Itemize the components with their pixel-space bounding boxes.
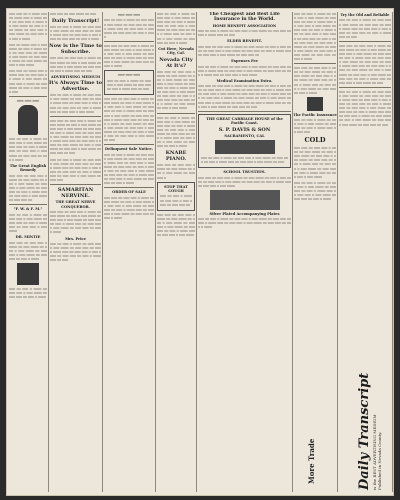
body-text: ═══ ══ ═══ ═ ════ ══ ═══ ═══ ═ ═══ ════ ══ ═══ ═══ ══ ═══ ═ ════ ═══ ══ ═══ ═══ ═ ═══ ════ ══ ═══ ═══ ══ ═══ ═ ════ ═══ ══ ═══ ═══ ═ ═══ ════ [198, 64, 291, 77]
body-text: ═══ ═══ ══ ═══ ═══ ═ ════ ══ ═══ ════ ══ ═══ ═ ═══ ════ ══ ═══ ═══ ═ ═══ ════ ══ ═══ ═══ ══ ═══ ═ ════ ═══ ══ ═══ [50, 56, 102, 73]
body-text: ═══ ═══ ══ ═══ ═══ ═ ════ ══ ═══ ════ ══ ═══ ═ ═══ ════ ══ ═══ ═══ ═ ═══ ════ ══ ═══ ═══ ══ ═══ ═ ════ ═══ ══ ═══ ═══ ═ ═══ ════ ══ ═══ ═══ ══ ═══ ═ ════ [104, 195, 154, 221]
body-text: ═══ ══ ═══ ═ ════ ══ ═══ ═══ ═ ═══ ════ ══ ═══ ═══ ══ ═══ ═ ════ [9, 286, 47, 300]
carriage-illustration [215, 140, 275, 154]
body-text: ═══ ══ ═══ ═ ════ ══ ═══ ═══ ═ ═══ ════ ══ ═══ ═══ ══ ═══ ═ ════ ═══ ══ ═══ ═══ ═ ═══ ════ [9, 212, 47, 233]
ad-heading: ═══ ═══ ═══ [118, 73, 140, 78]
ad-heading: Medical Examination Extra. [216, 78, 273, 83]
body-text: ═══ ══ ═══ ═ ════ ══ ═══ ═══ ═ ═══ ════ ══ ═══ ═══ ══ [160, 194, 192, 207]
body-text: ═══ ═══ ══ ═══ ═══ ═ ════ ══ ═══ ════ ══ ═══ ═ ═══ ════ ══ ═══ ═══ ═ ═══ ════ ══ ═══ ═══ ══ ═══ ═ ════ ═══ ══ ═══ ═══ ═ ═══ ════ ══ ═══ ═══ ══ ═══ ═ ════ ═══ ═══ ══ ═══ ═══ ═ ════ ══ ═══ ════ ══ ═══ ═ ═══ ════ ══ ═══ ═══ ═ ═══ ════ ══ ═══ ═══ ══ ═══ ═ ════ ═══ ══ ═══ ═══ ═ ═══ ════ ══ ═══ ═══ ══ ═══ [198, 84, 291, 109]
body-text: ═══ ══ ═══ ═ ════ ══ ═══ ═══ ═ ═══ ════ ══ ═══ ═══ ══ ═══ ═ ════ ═══ ══ ═══ ═══ ═ ═══ ════ ══ ═══ ═══ ══ ═══ ═ ════ [50, 25, 101, 42]
body-text: ═══ ══ ═══ ═ ════ ══ ═══ ═══ ═ ═══ ════ ══ ═══ ═══ ══ ═══ ═ ════ ═══ ══ ═══ ═══ ═ ═══ ════ ══ ═══ ═══ ══ ═══ ═ ════ ═══ ══ ═══ ═══ ═ ═══ ════ ══ ═══ ═══ ══ ═══ ═ ════ ═══ ═══ ══ ═══ ═══ ═ ════ ══ ═══ ════ ══ ═══ ═ ═══ ════ ══ ═══ ═══ ═ ═══ ════ ══ ═══ ═══ ══ ═══ [339, 89, 391, 127]
body-text: ═══ ══ ═══ ═ ════ ══ ═══ ═══ ═ ═══ ════ ══ ═══ ═══ ══ ═══ ═ ════ ═══ ══ ═══ [107, 78, 152, 92]
ad-heading: Cut Here, Nevada City, Cal. [158, 46, 194, 56]
body-text: ═══ ═══ ══ ═══ ═══ ═ ════ ══ ═══ ════ ══ ═══ ═ ═══ ════ ══ ═══ ═══ ═ ═══ ════ ══ ═══ ═══ ══ ═══ ═ ════ [9, 240, 47, 261]
body-text: ═══ ══ ════ ═══ ═ ═══ ════ ══ ═══ ═ ════ ═══ ══ ═══ ═══ ══ ════ ═ ═══ ════ ══ ═══ ═══ ═ ════ ══ ═══ ════ ══ ═══ ═ ═══ ════ [9, 42, 47, 68]
body-text: ═══ ══ ═══ ═ ════ ══ ═══ ═══ ═ ═══ ════ ══ ═══ ═══ ══ ═══ ═ ════ ═══ ══ ═══ ═══ ═ ═══ ════ ══ ═══ ═══ ══ ═══ ═ ════ ═══ ══ ═══ ═══ ═ ═══ ════ ══ ═══ ═══ ══ ═══ ═ ════ ═══ ══ ═══ ═══ ═ ═══ ════ ══ ═══ ═══ ══ ═══ ═ ════ [104, 152, 154, 186]
masthead-subtitle: Published in Nevada County. [377, 431, 382, 490]
ad-heading: DR. MINTIE [15, 235, 41, 240]
ad-heading: THE GREAT CARRIAGE HOUSE of the Pacific Coast. [206, 116, 283, 126]
ad-heading: SCHOOL TRUSTEES. [223, 170, 266, 175]
newspaper-page [6, 8, 394, 496]
ad-heading: Mrs. Price [65, 236, 86, 241]
ad-heading: Now is the Time to Subscribe. [49, 43, 102, 56]
body-text: ═══ ══ ═══ ═ ════ ══ ═══ ═══ ═ ═══ ════ ══ ═══ ═══ ══ ═══ ═ ════ ═══ ══ ═══ ═══ ═ ═══ ════ ══ ═══ ═══ ══ ═══ ═ ════ ═══ ══ ═══ ═══ ═ ═══ ════ ══ ═══ ═══ [50, 157, 101, 183]
ad-heading: STOP THAT COUGH [164, 184, 188, 194]
body-text: ═══ ═══ ══ ═══ ═══ ═ ════ ══ ═══ ════ ══ ═══ ═ ═══ ════ ══ ═══ ═══ ═ ═══ ════ ══ ═══ ═══ ══ ═══ ═ ════ ═══ ══ ═══ ═══ ═ ═══ ════ ══ ═══ ═══ ══ ═══ ═ ════ ═══ ═══ ══ ═══ ═══ ═ ════ ══ ═══ ════ ══ ═══ ═ ═══ ════ ══ ═══ ═══ ═ ═══ ════ ══ ═══ ═══ ══ ═══ [50, 118, 102, 156]
ad-heading: SAMARITAN NERVINE. [57, 187, 94, 200]
body-text: ═══ ══ ═══ ═ ════ ══ ═══ ═══ ═ ═══ ════ ══ ═══ ═══ ══ ═══ ═ ════ ═══ ══ ═══ ═══ ═ ═══ ════ ══ ═══ ═══ ══ ═══ ═ ════ ═══ ══ ═══ ═══ ═ ═══ ════ ══ ═══ ═══ ══ ═══ ═ ════ [157, 115, 195, 149]
body-text: ═══ ═══ ══ ═══ ═══ ═ ════ ══ ═══ ════ ══ ═══ ═ ═══ ════ ══ ═══ ═══ ═ ═══ ════ ══ ═══ ═══ ══ ═══ ═ ════ ═══ ══ ═══ ═══ ═ ═══ ════ ══ ═══ ═══ ══ ═══ ═ ════ ═══ ══ ═══ ═══ ═ ═══ ════ [294, 146, 336, 179]
body-text: ═══ ══ ═══ ═ ════ ══ ═══ ═══ ═ ═══ ════ ══ ═══ ═══ ══ ═══ ═ ════ ═══ ══ ═══ ═══ ═ ═══ ════ ══ ═══ ═══ ══ ═══ ═ ════ ═══ ══ ═══ ═══ ═ ═══ ════ ══ ═══ ═══ ══ ═══ ═ ════ ═══ ═══ ══ ═══ ═══ ═ ════ ══ ═══ ════ ══ ═══ ═ ═══ ════ ══ ═══ ═══ ═ ═══ ════ ══ ═══ ═══ ══ ═══ ═ ════ [294, 12, 336, 62]
body-text: ═══ ═══ ══ ═══ ═══ ═ ════ ══ ═══ ════ ══ ═══ ═ ═══ ════ ══ ═══ ═══ ═ ═══ ════ ══ ═══ ═══ ══ ═══ ═ ════ ═══ ══ ═══ ═══ ═ ═══ ════ ══ ═══ ═══ ══ ═══ ═ ════ ═══ ═══ ══ ═══ ═══ ═ ════ ══ ═══ ════ ══ ═══ ═ ═══ ════ [157, 69, 195, 111]
portrait-illustration [17, 263, 39, 285]
plates-illustration [210, 190, 280, 210]
ad-heading: The Pacific Insurance [293, 112, 337, 117]
ad-heading: ORDER OF SALE [112, 190, 146, 195]
body-text: ═══ ══ ═══ ═ ════ ══ ═══ ═══ ═ ═══ ════ ══ ═══ ═══ ══ ═══ ═ ════ ═══ ══ ═══ ═══ ═ ═══ ════ ══ ═══ ═══ ══ ═══ ═ ════ [9, 137, 47, 162]
ad-box [157, 182, 195, 211]
ad-heading: ELDER BENEFIT. [227, 39, 262, 44]
ad-heading: ADVERTISING MEDIUM [50, 74, 101, 79]
body-text: ═══ ═══ ══ ═══ ═══ ═ ════ ══ ═══ ════ ══ ═══ ═ ═══ ════ ══ ═══ ═══ ═ ═══ ════ ══ ═══ ═══ ══ ═══ ═ ════ ═══ ══ ═══ ═══ ═ ═══ ════ [157, 212, 195, 238]
body-text: ═══ ══ ═══ ═ ════ ══ ═══ ═══ ═ ═══ ════ ══ ═══ ═══ ══ ═══ ═ ════ ═══ ══ ═══ ═══ [294, 118, 336, 135]
body-text: ═══ ═══ ══ ═══ ═══ ═ ════ ══ ═══ ════ ══ ═══ ═ ═══ ════ ══ ═══ ═══ ═ ═══ ════ ══ ═══ ═══ ══ ═══ ═ ════ ═══ ══ ═══ ═══ ═ ═══ ════ [198, 175, 291, 188]
ad-heading: It's Always Time to Advertise. [49, 80, 102, 93]
ad-heading: Daily Transcript! [51, 18, 100, 25]
ad-heading: ═══ ═══ ═══ [17, 98, 39, 103]
body-text: ═══ ═══ ══ ═══ ═══ ═ ════ ══ ═══ ════ ══ ═══ ═ ═══ ════ ══ ═══ ═══ ═ ═══ ════ ══ ═══ ═══ ══ ═══ ═ ════ ═══ ══ ═══ ═══ ═ ═══ ════ ══ ═══ ═══ ══ ═══ ═ ════ ═══ ═══ ══ ═══ ═══ ═ ════ ══ ═══ ════ ══ ═══ ═ ═══ ════ ══ ═══ ═══ ═ ═══ ════ ══ ═══ ═══ ══ ═══ ═ ════ ═══ ══ ═══ ═══ ═ ═══ ════ ══ ═══ [339, 43, 391, 85]
body-text: ═══ ═══ ══ ═══ ═══ ═ ════ ══ ═══ ════ ══ ═══ ═ ═══ ════ ══ ═══ ═══ ═ [157, 163, 195, 180]
body-text: ═══ ═══ ══ ═══ ════ ══ ═══ [50, 12, 96, 16]
ad-heading: HOME BENEFIT ASSOCIATION [212, 23, 277, 28]
rotated-masthead [346, 372, 386, 490]
body-text: ═══ ═══ ══ ═ ════ ═══ ══ ════ ═══ ═ ════ ═══ ══ ═══ ═══ ═ ════ ══ ═══ ════ ══ ═══ ═ ═══ ════ ══ ═══ ═══ ═ ═══ ════ ══ ═══ ═══ ══ ═══ ═ ════ [9, 12, 47, 41]
body-text: ═══ ══ ═══ ═ ════ ══ ═══ ═══ ═ ═══ ════ ══ ═══ ═══ ══ ═══ ═ ════ ═══ ══ ═══ ═══ ═ ═══ ════ ══ ═══ ═══ ══ ═══ ═ ════ [104, 18, 154, 39]
body-text: ═══ ═══ ══ ═══ ═══ ═ ════ ══ ═══ ════ ══ ═══ ═ ═══ ════ ══ ═══ ═══ ═ ═══ ════ ══ ═══ ═══ ══ ═══ ═ ════ ═══ ══ ═══ ═══ ═ ═══ ════ ══ ═══ ═══ ══ ═══ ═ ════ [104, 43, 154, 69]
ad-heading: THE GREAT NERVE CONQUEROR. [55, 200, 96, 209]
ad-heading: Delinquent Sale Notice. [105, 147, 153, 152]
ad-heading: S. P. DAVIS & SON [218, 126, 271, 133]
portrait-illustration [18, 105, 38, 135]
body-text: ═══ ══ ═══ ═ ════ ══ ═══ ═══ ═ ═══ ════ ══ ═══ ═══ ══ ═══ ═ ════ ═══ ══ ═══ ═══ ═ ═══ ════ ══ ═══ ═══ ══ ═══ ═ ════ ═══ ══ ═══ [50, 241, 101, 263]
body-text: ═══ ═══ ══ ═══ ═══ ═ ════ ══ ═══ ════ ══ ═══ ═ ═══ ════ ══ ═══ ═══ ═ ═══ ════ ══ ═══ ═══ ══ ═══ ═ ════ ═══ ══ ═══ ═══ ═ ═══ ════ ══ ═══ ═══ ══ [9, 173, 47, 203]
ad-heading: KNABE PIANO. [165, 150, 187, 163]
ad-heading: Try the Old and Reliable [340, 13, 390, 17]
ad-heading: "F. W. & F. M." [13, 207, 43, 212]
ad-heading: The Great English Remedy [9, 163, 47, 173]
body-text: ═══ ═══ ══ ═══ ═══ ═ ════ ══ ═══ ════ ══ ═══ ═ ═══ ════ ══ ═══ ═══ ═ ═══ ════ ══ ═══ ═══ ══ ═══ ═ ════ ═══ ══ ═══ ═══ ═ ═══ ════ ══ ═══ ═══ ══ [198, 44, 291, 57]
column-5 [197, 12, 293, 492]
column-3 [103, 12, 156, 492]
rotated-text [302, 404, 322, 484]
body-text: ═══ ═══ ══ ═══ ═══ ═ ════ ══ ═══ ════ ══ ═══ ═ ═══ ════ ══ ═══ ═══ ═ ═══ ════ ══ ═══ ═══ ══ ═══ ═ ════ ═══ ══ ═══ ═══ ═ ═══ ════ ══ ═══ ═══ ══ ═══ ═ ════ [294, 66, 336, 95]
ad-box [104, 70, 154, 95]
ad-heading: ═══ ═══ ═══ [118, 13, 140, 17]
ad-heading: COLD [304, 135, 326, 144]
masthead-subtitle: is the BEST ADVERTISING MEDIUM [372, 414, 377, 490]
ad-heading: Expenses Fee [231, 59, 258, 64]
body-text: ═══ ══ ═══ ═ ════ ══ ═══ ═══ ═ ═══ ════ ══ ═══ ═══ ══ ═══ ═ ════ ═══ ══ ═══ ═══ ═ ═══ ════ ══ ═══ ═══ ══ ═══ ═ ════ ═══ ══ ═══ ═══ ═ ═══ ════ ══ ═══ ═══ ══ ═══ ═ ════ [157, 12, 195, 45]
body-text: ═══ ═══ ══ ═══ ═══ ═ ════ ══ ═══ ════ ══ ═══ ═ ═══ ════ ══ ═══ ═══ ═ ═══ ════ ══ ═══ ═══ ══ ═══ ═ ════ ═══ ══ ═══ ═══ ═ ═══ ════ ══ ═══ ═══ ══ ═══ ═ ════ ═══ ═══ ══ ═══ ═══ ═ ════ ══ ═══ ════ ══ ═══ ═ ═══ ════ ══ ═══ ═══ ═ ═══ ════ ══ ═══ ═══ ══ ═══ ═ ════ ═══ ══ ═══ ═══ ═ ═══ ════ ══ ═══ [104, 97, 154, 143]
body-text: ═══ ══ ═══ ═ ════ ══ ═══ ═══ ═ ═══ ════ ══ ═══ ═══ ══ ═══ ═ ════ ═══ ══ ═══ ═══ ═ ═══ ════ ══ ═══ ═══ ══ ═══ ═ ════ [294, 180, 336, 202]
column-4 [156, 12, 197, 492]
ad-heading: Silver Plated Accompanying Plates [209, 211, 280, 216]
body-text: ═══ ══ ═══ ═ ════ ══ ═══ ═══ ═ ═══ ════ ══ ═══ ═══ ══ ═══ ═ ════ ═══ ══ ═══ [198, 29, 291, 38]
body-text: ═══ ══ ═══ ═ ════ ══ ═══ ═══ ═ ═══ ════ ══ ═══ ═══ ══ ═══ ═ ════ ═══ ══ ═══ ═══ ═ ═══ ════ ══ ═══ ═══ ══ ═══ ═ ════ [198, 217, 291, 230]
masthead-title: Daily Transcript [357, 372, 372, 490]
ad-box [198, 114, 291, 168]
body-text: ═══ ══ ═══ ═ ════ ══ ═══ ═══ ═ ═══ ════ ══ ═══ ═══ ══ ═══ ═ ════ ═══ ══ ═══ ═══ ═ ═══ ════ ══ ═══ ═══ ══ ═══ ═ ════ ═══ ══ ═══ ═══ ═ ═══ ════ [50, 93, 101, 114]
body-text: ═══ ══ ═══ ═ ════ ══ ═══ ═══ ═ ═══ ════ ══ ═══ ═══ ══ ═══ ═ ════ ═══ ══ ═══ ═══ ═ ═══ ════ ══ ═══ [201, 155, 288, 165]
body-text: ═══ ═══ ══ ════ ═══ ═ ════ ═══ ══ ═══ ═══ ══ ════ ═ ═══ ════ ══ ═══ ═══ ═ ════ ══ ═══ ════ ══ ═══ ═ ═══ ════ ═══ [9, 69, 47, 94]
building-illustration [307, 97, 323, 111]
column-1 [8, 12, 49, 492]
body-text: ═══ ═══ ══ ═══ ═══ ═ ════ ══ ═══ ════ ══ ═══ ═ ═══ ════ ══ ═══ ═══ ═ ═══ ════ ══ ═══ ═══ ══ ═══ ═ ════ ═══ ══ ═══ ═══ ═ ═══ ════ ══ ═══ ═══ ══ ═══ ═ ════ [50, 209, 102, 235]
rotated-text-label: More Trade [307, 438, 316, 484]
ad-heading: SACRAMENTO, CAL [224, 133, 265, 138]
ad-heading: Nevada City At It's? [159, 56, 193, 69]
column-2 [49, 12, 103, 492]
ad-heading: The Cheapest and Best Life Insurance in the World. [209, 12, 280, 23]
body-text: ═══ ══ ═══ ═ ════ ══ ═══ ═══ ═ ═══ ════ ══ ═══ ═══ ══ ═══ ═ ════ ═══ ══ ═══ ═══ ═ ═══ ════ ══ ═══ ═══ ══ ═══ ═ ════ ═══ ══ ═══ [339, 18, 391, 39]
